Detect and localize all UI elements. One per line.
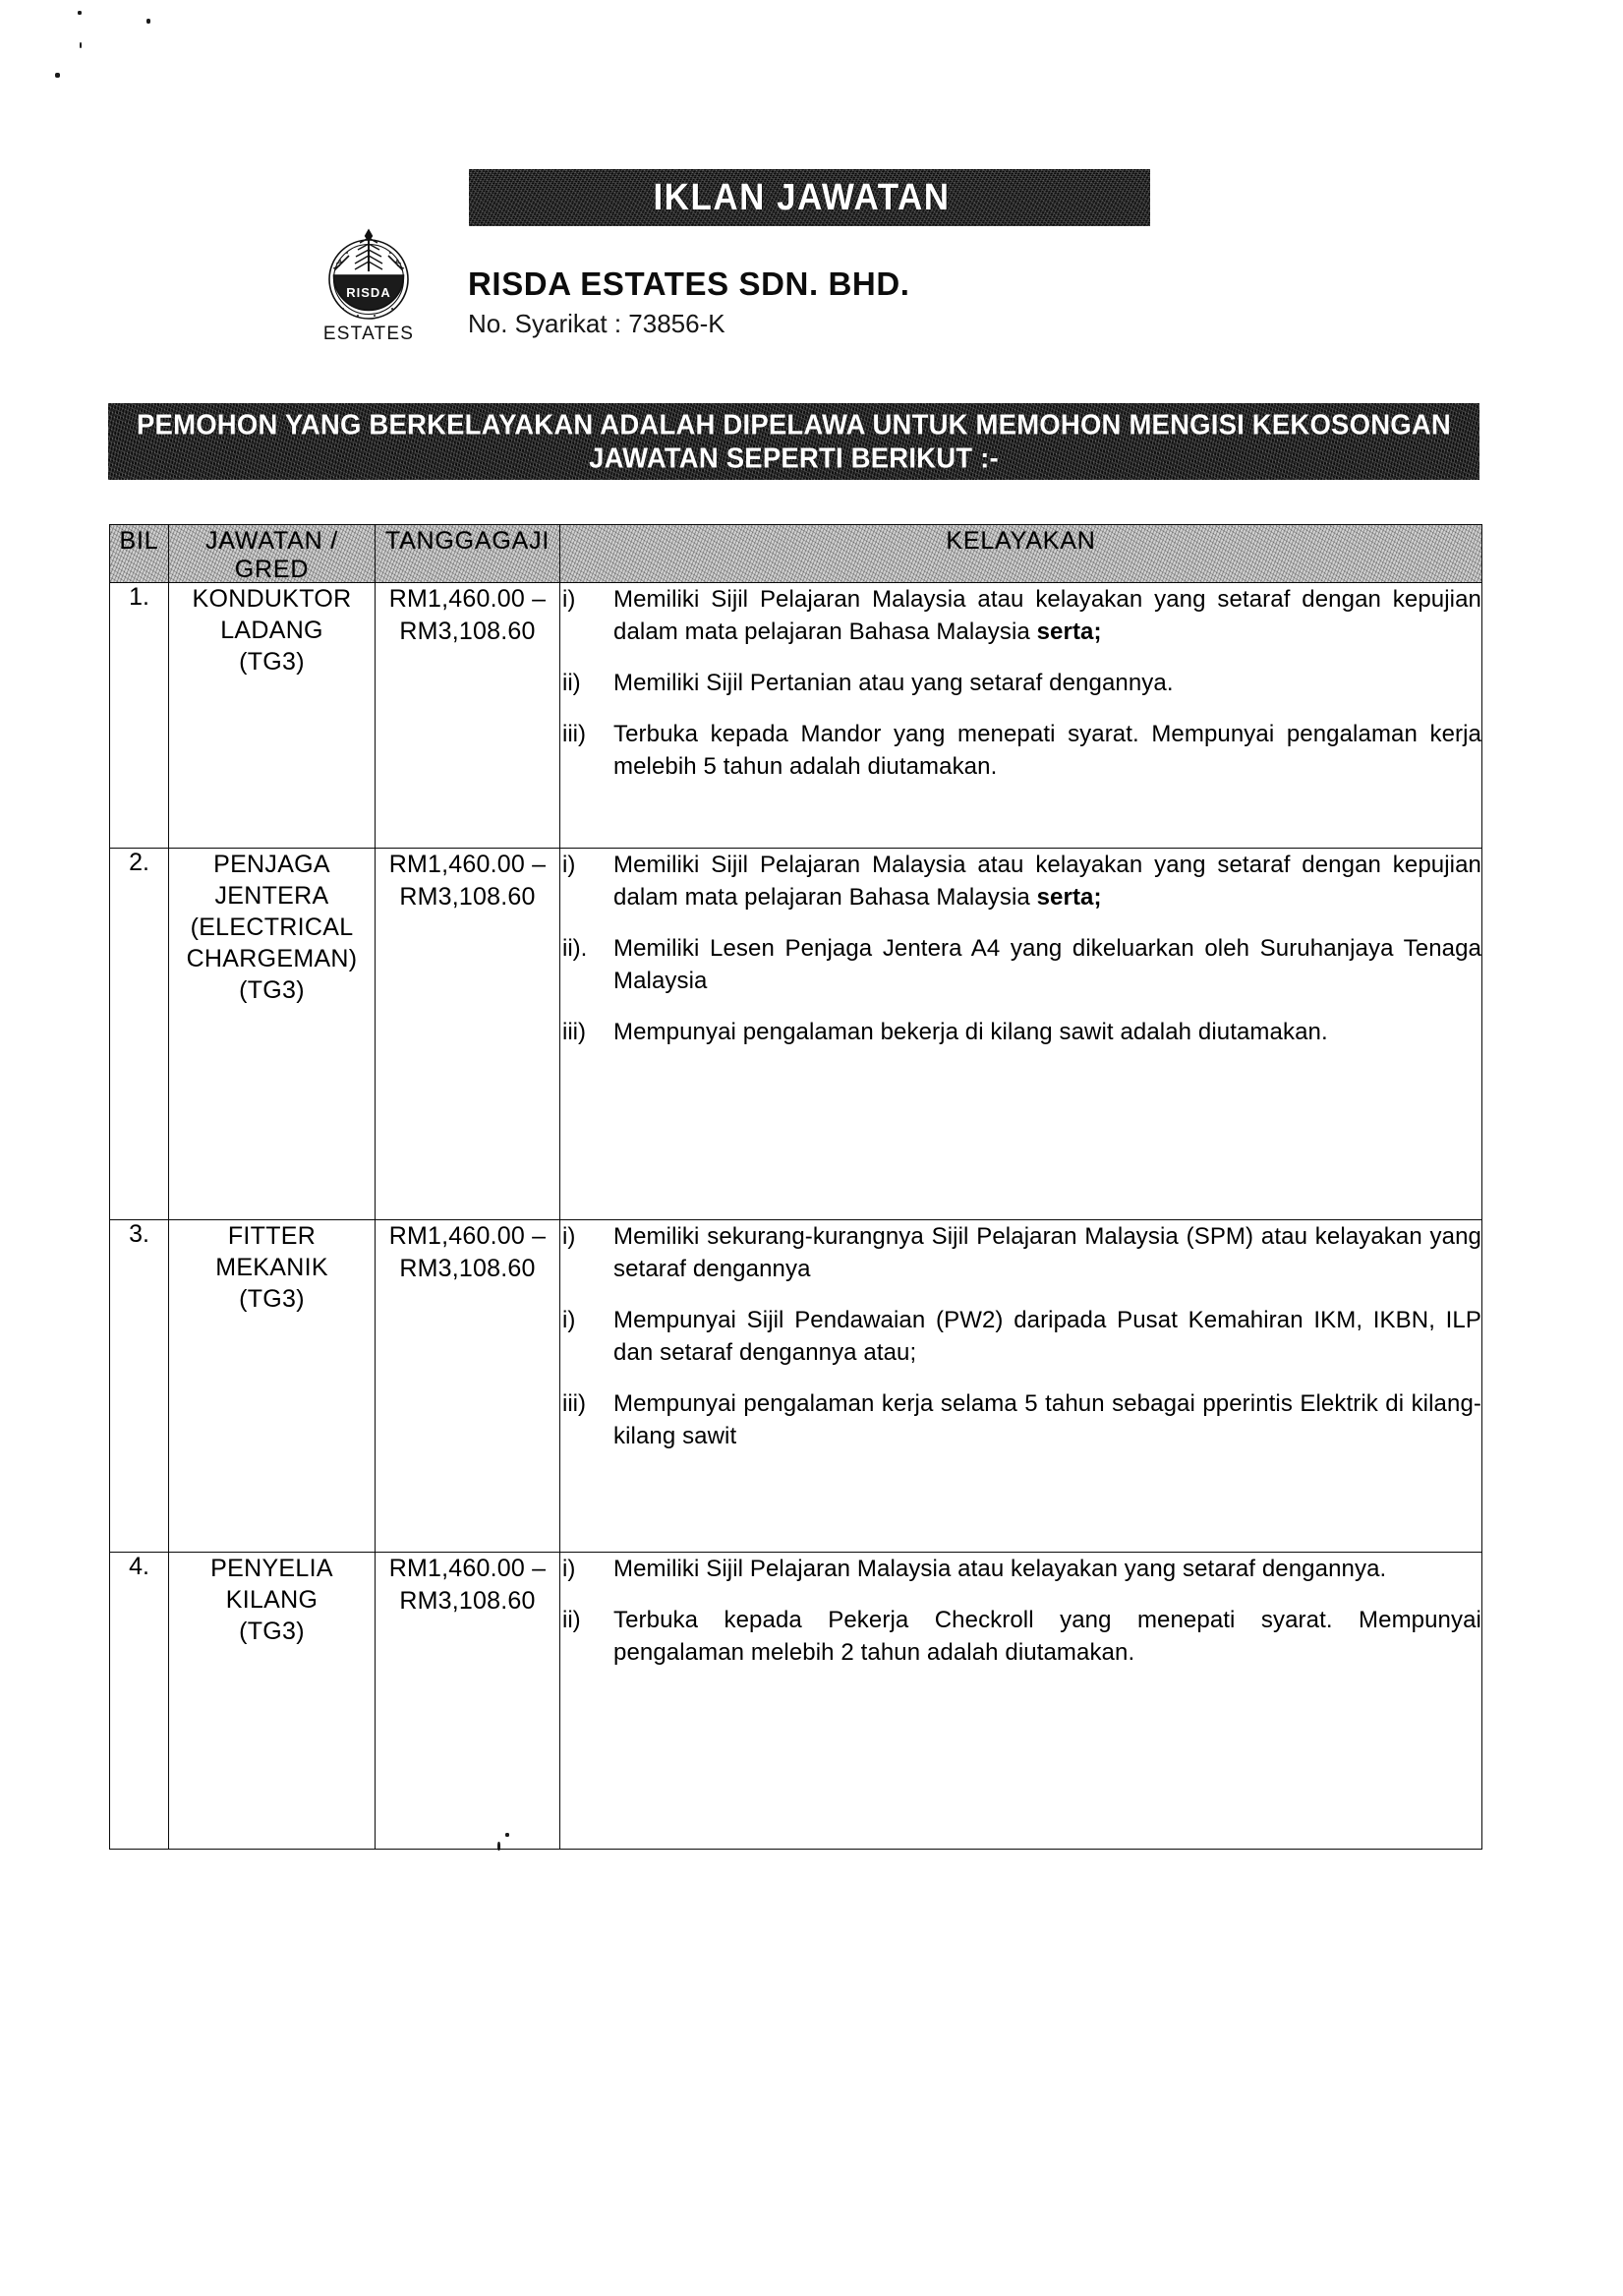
cell-bil: 3. [110, 1220, 169, 1553]
column-header-bil: BIL [110, 525, 169, 583]
table-row [110, 1553, 1482, 1850]
cell-bil: 1. [110, 583, 169, 849]
gaji-line: RM3,108.60 [399, 1255, 536, 1282]
jawatan-line: LADANG [220, 617, 323, 644]
table-row [110, 583, 1482, 849]
cell-kelayakan [560, 583, 1482, 849]
qualification-item [560, 667, 1481, 699]
svg-text:RISDA: RISDA [346, 285, 391, 300]
qualification-text: Memiliki Sijil Pertanian atau yang setaraf dengannya. [613, 670, 1174, 696]
qualification-marker: iii) [562, 1019, 586, 1045]
iklan-jawatan-banner [469, 169, 1150, 226]
gaji-line: RM3,108.60 [399, 618, 536, 645]
qualification-item [560, 583, 1481, 648]
cell-kelayakan [560, 1553, 1482, 1850]
cell-kelayakan [560, 849, 1482, 1220]
qualification-emphasis: serta; [1036, 618, 1102, 645]
table-row [110, 849, 1482, 1220]
column-header-jawatan: JAWATAN / GRED [169, 525, 376, 583]
jawatan-line: FITTER MEKANIK [215, 1222, 328, 1281]
iklan-jawatan-title: IKLAN JAWATAN [653, 176, 951, 218]
jawatan-line: (ELECTRICAL [190, 913, 354, 941]
qualification-marker: iii) [562, 1390, 586, 1417]
qualification-text: Terbuka kepada Mandor yang menepati syarat. Mempunyai pengalaman kerja melebih 5 tahun adalah diutamakan. [613, 721, 1481, 780]
jawatan-line: (TG3) [239, 1618, 305, 1645]
scan-speckle [146, 19, 150, 24]
cell-kelayakan [560, 1220, 1482, 1553]
qualification-text: Memiliki sekurang-kurangnya Sijil Pelajaran Malaysia (SPM) atau kelayakan yang setaraf dengannya [613, 1223, 1481, 1282]
jawatan-line: PENJAGA [213, 851, 330, 878]
qualification-marker: i) [562, 1223, 576, 1250]
qualification-marker: i) [562, 1556, 576, 1582]
qualification-marker: i) [562, 852, 576, 878]
qualification-marker: i) [562, 586, 576, 613]
cell-jawatan-gred [169, 583, 376, 849]
qualification-text: Mempunyai pengalaman bekerja di kilang sawit adalah diutamakan. [613, 1019, 1328, 1045]
jawatan-line: (TG3) [239, 648, 305, 676]
qualification-emphasis: serta; [1036, 884, 1102, 911]
cell-jawatan-gred [169, 1220, 376, 1553]
cell-tanggagaji [376, 583, 560, 849]
qualification-text: Mempunyai Sijil Pendawaian (PW2) daripada Pusat Kemahiran IKM, IKBN, ILP dan setaraf dengannya atau; [613, 1307, 1481, 1366]
cell-bil: 4. [110, 1553, 169, 1850]
gaji-line: RM3,108.60 [399, 1587, 536, 1615]
jawatan-line: JENTERA [214, 882, 329, 910]
qualification-list [560, 849, 1481, 1048]
qualification-list [560, 583, 1481, 783]
cell-tanggagaji [376, 849, 560, 1220]
qualification-item [560, 932, 1481, 997]
organisation-name: RISDA ESTATES SDN. BHD. [468, 265, 910, 302]
qualification-text: Mempunyai pengalaman kerja selama 5 tahun sebagai pperintis Elektrik di kilang-kilang sawit [613, 1390, 1481, 1449]
scan-speckle [78, 11, 82, 15]
qualification-item [560, 849, 1481, 913]
qualification-text: Memiliki Sijil Pelajaran Malaysia atau kelayakan yang setaraf dengannya. [613, 1556, 1387, 1582]
qualification-item [560, 718, 1481, 783]
qualification-text: Memiliki Sijil Pelajaran Malaysia atau kelayakan yang setaraf dengan kepujian dalam mata pelajaran Bahasa Malaysia serta; [613, 852, 1481, 911]
vacancy-table-body [110, 583, 1482, 1850]
risda-crest-icon [314, 218, 424, 322]
column-header-kelayakan: KELAYAKAN [560, 525, 1482, 583]
qualification-item [560, 1387, 1481, 1452]
qualification-item [560, 1553, 1481, 1585]
jawatan-line: CHARGEMAN) [186, 945, 358, 972]
logo-caption: ESTATES [322, 324, 415, 344]
qualification-item [560, 1016, 1481, 1048]
column-header-tanggagaji: TANGGAGAJI [376, 525, 560, 583]
scan-speckle [55, 73, 60, 78]
announcement-banner [108, 403, 1479, 480]
vacancy-table-head [110, 525, 1482, 583]
table-header-row [110, 525, 1482, 583]
scan-speckle [80, 42, 82, 48]
gaji-line: RM1,460.00 – [388, 1222, 547, 1250]
organisation-identity [468, 265, 910, 339]
announcement-line-1: PEMOHON YANG BERKELAYAKAN ADALAH DIPELAWA UNTUK MEMOHON MENGISI KEKOSONGAN [137, 408, 1451, 441]
qualification-text: Memiliki Lesen Penjaga Jentera A4 yang dikeluarkan oleh Suruhanjaya Tenaga Malaysia [613, 935, 1481, 994]
qualification-item [560, 1220, 1481, 1285]
gaji-line: RM1,460.00 – [388, 585, 547, 613]
cell-jawatan-gred [169, 1553, 376, 1850]
qualification-text: Memiliki Sijil Pelajaran Malaysia atau kelayakan yang setaraf dengan kepujian dalam mata pelajaran Bahasa Malaysia serta; [613, 586, 1481, 645]
organisation-registration-number: No. Syarikat : 73856-K [468, 309, 725, 338]
qualification-marker: ii) [562, 670, 581, 696]
jawatan-line: PENYELIA [210, 1555, 333, 1582]
gaji-line: RM3,108.60 [399, 883, 536, 911]
gaji-line: RM1,460.00 – [388, 1555, 547, 1582]
qualification-list [560, 1553, 1481, 1669]
qualification-item [560, 1604, 1481, 1669]
qualification-item [560, 1304, 1481, 1369]
jawatan-line: (TG3) [239, 1285, 305, 1313]
cell-jawatan-gred [169, 849, 376, 1220]
announcement-line-2: JAWATAN SEPERTI BERIKUT :- [589, 442, 999, 474]
qualification-marker: iii) [562, 721, 586, 747]
vacancy-table [109, 524, 1482, 1850]
risda-logo-block [305, 218, 433, 345]
qualification-marker: ii) [562, 1607, 581, 1633]
qualification-marker: ii). [562, 935, 588, 962]
cell-bil: 2. [110, 849, 169, 1220]
qualification-list [560, 1220, 1481, 1452]
qualification-marker: i) [562, 1307, 576, 1333]
jawatan-line: (TG3) [239, 976, 305, 1004]
cell-tanggagaji [376, 1553, 560, 1850]
cell-tanggagaji [376, 1220, 560, 1553]
table-row [110, 1220, 1482, 1553]
gaji-line: RM1,460.00 – [388, 851, 547, 878]
jawatan-line: KONDUKTOR [192, 585, 352, 613]
jawatan-line: KILANG [225, 1586, 319, 1614]
qualification-text: Terbuka kepada Pekerja Checkroll yang menepati syarat. Mempunyai pengalaman melebih 2 tahun adalah diutamakan. [613, 1607, 1481, 1666]
